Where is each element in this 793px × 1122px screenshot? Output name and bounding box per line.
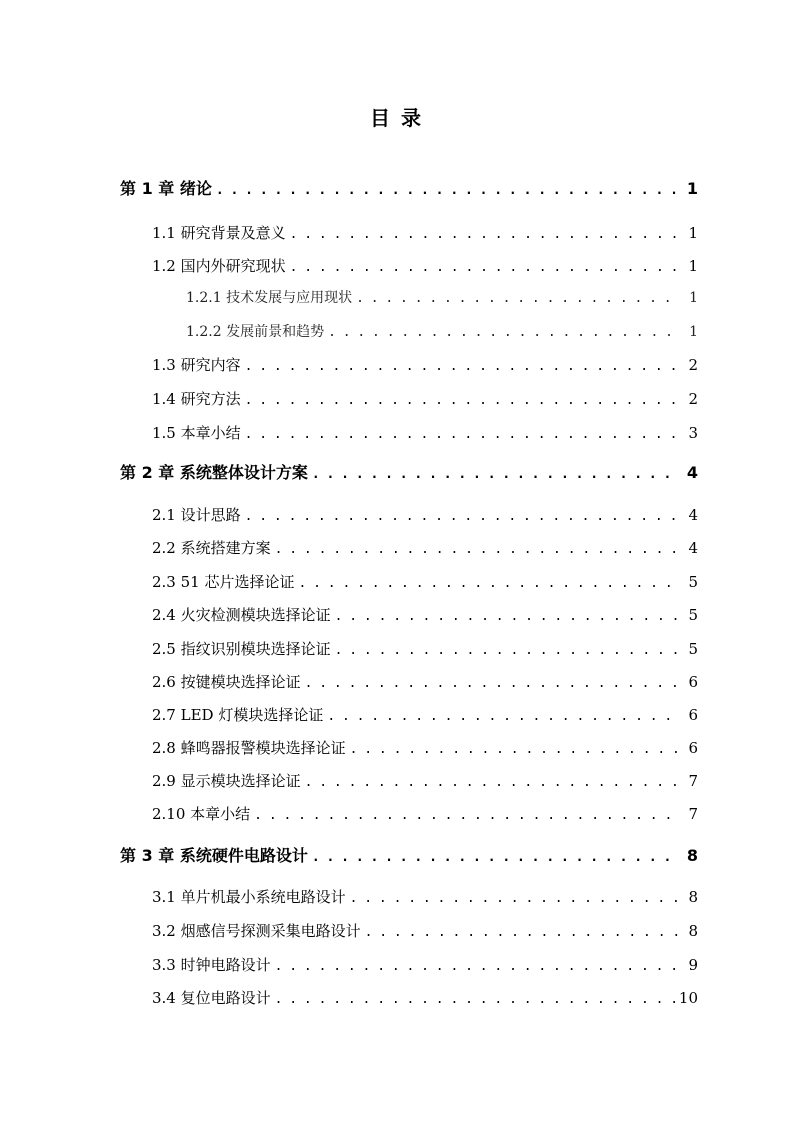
toc-entry-chapter-2[interactable] (120, 462, 698, 484)
dot-leader (245, 424, 680, 446)
dot-leader (245, 356, 680, 378)
dot-leader (312, 847, 680, 869)
toc-entry-label: 1.2.2 发展前景和趋势 (186, 324, 325, 340)
toc-entry-page: 10 (678, 989, 698, 1007)
toc-entry-chapter-1[interactable] (120, 178, 698, 200)
toc-entry-label: 1.3 研究内容 (152, 356, 241, 374)
toc-entry-page: 3 (688, 424, 698, 442)
dot-leader (335, 640, 680, 662)
toc-entry-label: 3.4 复位电路设计 (152, 989, 271, 1007)
toc-entry-label: 3.2 烟感信号探测采集电路设计 (152, 922, 361, 940)
toc-entry-page: 1 (688, 257, 698, 275)
toc-entry-2-7[interactable] (152, 704, 698, 726)
toc-entry-label: 1.5 本章小结 (152, 424, 241, 442)
toc-entry-page: 4 (686, 463, 698, 482)
toc-entry-2-9[interactable] (152, 770, 698, 792)
toc-entry-page: 5 (688, 606, 698, 624)
toc-entry-2-4[interactable] (152, 604, 698, 626)
dot-leader (356, 288, 680, 310)
dot-leader (365, 922, 680, 944)
toc-entry-page: 2 (688, 356, 698, 374)
dot-leader (290, 257, 680, 279)
toc-entry-2-2[interactable] (152, 537, 698, 559)
toc-entry-page: 5 (688, 640, 698, 658)
dot-leader (312, 464, 680, 486)
toc-entry-2-10[interactable] (152, 803, 698, 825)
dot-leader (254, 805, 680, 827)
toc-entry-label: 第 3 章 系统硬件电路设计 (120, 846, 308, 865)
toc-entry-1-2-1[interactable] (186, 287, 698, 309)
toc-entry-label: 2.8 蜂鸣器报警模块选择论证 (152, 739, 346, 757)
toc-entry-label: 第 1 章 绪论 (120, 179, 212, 198)
dot-leader (328, 322, 680, 344)
dot-leader (275, 989, 675, 1011)
toc-entry-label: 3.3 时钟电路设计 (152, 956, 271, 974)
toc-entry-label: 2.2 系统搭建方案 (152, 539, 271, 557)
toc-entry-label: 2.1 设计思路 (152, 506, 241, 524)
toc-entry-chapter-3[interactable] (120, 845, 698, 867)
toc-entry-label: 1.1 研究背景及意义 (152, 224, 286, 242)
dot-leader (305, 673, 680, 695)
toc-entry-label: 2.4 火灾检测模块选择论证 (152, 606, 331, 624)
toc-entry-label: 3.1 单片机最小系统电路设计 (152, 888, 346, 906)
toc-entry-page: 8 (686, 846, 698, 865)
toc-entry-label: 2.3 51 芯片选择论证 (152, 573, 295, 591)
toc-entry-page: 1 (689, 324, 698, 340)
toc-entry-page: 2 (688, 390, 698, 408)
toc-entry-1-2-2[interactable] (186, 321, 698, 343)
toc-entry-1-4[interactable] (152, 388, 698, 410)
toc-entry-1-2[interactable] (152, 255, 698, 277)
toc-entry-label: 2.10 本章小结 (152, 805, 251, 823)
dot-leader (275, 956, 680, 978)
toc-entry-page: 8 (688, 922, 698, 940)
toc-entry-1-1[interactable] (152, 222, 698, 244)
toc-entry-label: 第 2 章 系统整体设计方案 (120, 463, 308, 482)
dot-leader (290, 224, 680, 246)
toc-entry-page: 5 (688, 573, 698, 591)
dot-leader (305, 772, 680, 794)
dot-leader (275, 539, 680, 561)
toc-entry-label: 2.6 按键模块选择论证 (152, 673, 301, 691)
dot-leader (245, 506, 680, 528)
toc-entry-2-3[interactable] (152, 571, 698, 593)
toc-entry-page: 6 (688, 673, 698, 691)
toc-entry-page: 1 (688, 224, 698, 242)
toc-entry-2-8[interactable] (152, 737, 698, 759)
toc-entry-label: 2.5 指纹识别模块选择论证 (152, 640, 331, 658)
toc-entry-3-3[interactable] (152, 954, 698, 976)
toc-entry-page: 4 (688, 539, 698, 557)
toc-entry-label: 1.4 研究方法 (152, 390, 241, 408)
toc-entry-page: 6 (688, 739, 698, 757)
dot-leader (327, 706, 680, 728)
toc-entry-3-4[interactable] (152, 987, 698, 1009)
toc-entry-2-5[interactable] (152, 638, 698, 660)
toc-entry-1-3[interactable] (152, 354, 698, 376)
toc-entry-page: 9 (688, 956, 698, 974)
toc-entry-page: 1 (686, 179, 698, 198)
toc-entry-2-1[interactable] (152, 504, 698, 526)
dot-leader (216, 180, 680, 202)
toc-entry-label: 2.9 显示模块选择论证 (152, 772, 301, 790)
dot-leader (298, 573, 680, 595)
toc-entry-3-1[interactable] (152, 886, 698, 908)
dot-leader (350, 739, 680, 761)
toc-entry-3-2[interactable] (152, 920, 698, 942)
toc-entry-label: 1.2 国内外研究现状 (152, 257, 286, 275)
toc-entry-page: 1 (689, 290, 698, 306)
toc-entry-label: 2.7 LED 灯模块选择论证 (152, 706, 324, 724)
toc-entry-page: 7 (688, 805, 698, 823)
toc-entry-1-5[interactable] (152, 422, 698, 444)
dot-leader (245, 390, 680, 412)
toc-title: 目 录 (370, 106, 423, 130)
dot-leader (335, 606, 680, 628)
toc-entry-label: 1.2.1 技术发展与应用现状 (186, 290, 353, 306)
toc-entry-page: 7 (688, 772, 698, 790)
toc-entry-page: 6 (688, 706, 698, 724)
toc-entry-2-6[interactable] (152, 671, 698, 693)
toc-entry-page: 4 (688, 506, 698, 524)
dot-leader (350, 888, 680, 910)
toc-entry-page: 8 (688, 888, 698, 906)
